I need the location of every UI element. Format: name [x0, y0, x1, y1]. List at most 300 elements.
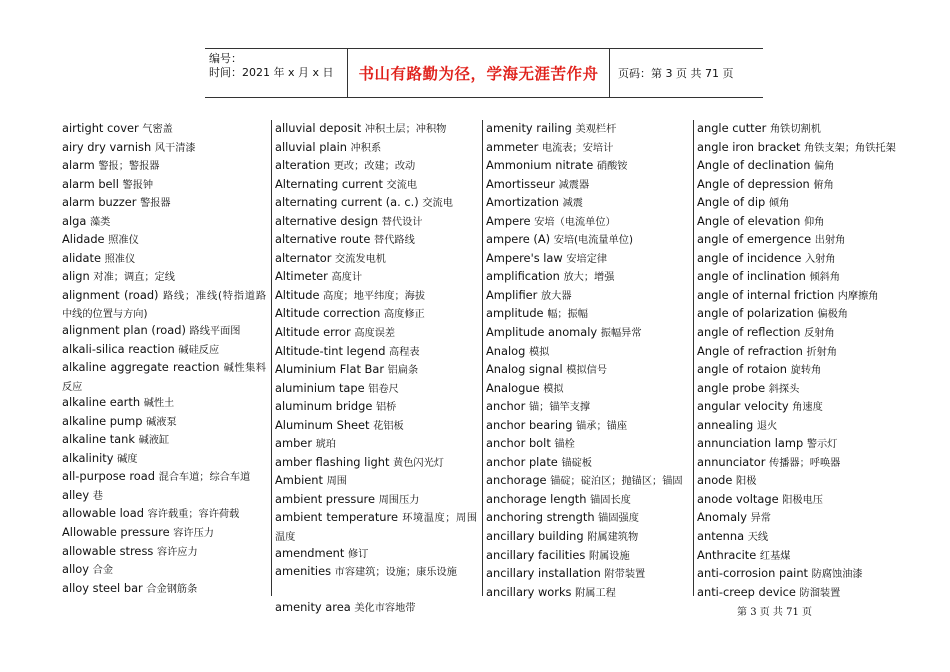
glossary-entry	[486, 157, 688, 176]
term-english: annealing	[697, 417, 754, 432]
term-chinese: 高度；地平纬度；海拔	[323, 290, 426, 302]
term-chinese: 防腐蚀油漆	[811, 569, 863, 581]
glossary-entry	[697, 565, 899, 584]
term-chinese: 碱性土	[143, 398, 175, 410]
term-chinese: 电流表；安培计	[541, 142, 614, 154]
term-chinese: 附属建筑物	[587, 532, 639, 544]
glossary-entry	[62, 213, 266, 232]
term-chinese: 硝酸铵	[596, 161, 628, 173]
term-chinese: 警报钟	[122, 179, 154, 191]
term-chinese: 交流发电机	[335, 253, 386, 265]
term-chinese: 锚固强度	[598, 513, 639, 525]
term-chinese: 斜探头	[768, 383, 800, 395]
term-chinese: 安培定律	[566, 253, 608, 265]
glossary-entry	[486, 120, 688, 139]
term-chinese: 附带装置	[604, 569, 646, 581]
glossary-entry	[486, 176, 688, 195]
term-chinese: 环境温度；周围温度	[275, 513, 477, 544]
glossary-entry	[697, 509, 899, 528]
glossary-entry	[486, 380, 688, 399]
glossary-entry	[486, 268, 688, 287]
term-english: alkaline pump	[62, 413, 143, 428]
term-chinese: 照准仪	[108, 235, 139, 247]
term-chinese: 天线	[747, 532, 769, 544]
term-chinese: 交流电	[422, 198, 453, 210]
term-chinese: 花铝板	[373, 420, 404, 432]
term-english: alidate	[62, 250, 101, 265]
term-english: alluvial plain	[275, 139, 347, 154]
glossary-entry	[275, 491, 477, 510]
term-english: amenities	[275, 564, 332, 579]
term-chinese: 附属设施	[588, 550, 630, 562]
term-english: amendment	[275, 545, 345, 560]
term-chinese: 碱硅反应	[178, 344, 220, 356]
term-chinese: 锚碇；碇泊区；抛锚区；锚固	[550, 476, 683, 488]
term-english: annunciation lamp	[697, 436, 804, 451]
term-english: alkaline earth	[62, 395, 141, 410]
term-chinese: 内摩擦角	[837, 290, 879, 302]
term-chinese: 角铁切割机	[769, 124, 821, 135]
glossary-entry	[697, 157, 899, 176]
term-english: alloy	[62, 562, 90, 577]
term-english: ancillary facilities	[486, 547, 586, 562]
glossary-entry	[275, 139, 477, 158]
glossary-entry	[486, 213, 688, 232]
term-english: angle of rotaion	[697, 362, 788, 377]
term-chinese: 偏极角	[817, 309, 848, 321]
glossary-entry	[62, 580, 266, 599]
glossary-entry	[486, 435, 688, 454]
glossary-entry	[275, 361, 477, 380]
glossary-entry	[697, 139, 899, 158]
glossary-entry	[62, 394, 266, 413]
term-english: anchor	[486, 399, 526, 414]
term-chinese: 锚栓	[554, 439, 575, 451]
glossary-entry	[486, 361, 688, 380]
term-english: anchor plate	[486, 454, 558, 469]
term-chinese: 俯角	[813, 179, 834, 191]
term-english: ancillary building	[486, 529, 584, 544]
term-english: ambient pressure	[275, 491, 375, 506]
term-chinese: 仰角	[803, 216, 825, 228]
term-english: Ambient	[275, 473, 323, 488]
term-chinese: 放大；增强	[563, 272, 615, 284]
glossary-entry	[486, 287, 688, 306]
header-motto: 书山有路勤为径，学海无涯苦作舟	[348, 49, 610, 97]
term-english: alteration	[275, 158, 331, 173]
glossary-entry	[275, 213, 477, 232]
term-english: angle of inclination	[697, 269, 806, 284]
term-chinese: 碱液泵	[146, 416, 177, 428]
glossary-entry	[697, 361, 899, 380]
term-chinese: 振幅异常	[600, 328, 642, 340]
term-chinese: 照准仪	[104, 253, 136, 265]
term-chinese: 高程表	[389, 346, 420, 358]
glossary-entry	[62, 139, 266, 158]
term-english: amplification	[486, 269, 560, 284]
term-chinese: 安培（电流单位）	[534, 216, 616, 228]
term-chinese: 偏角	[814, 161, 835, 173]
glossary-entry	[486, 565, 688, 584]
term-english: Alternating current	[275, 176, 383, 191]
term-english: alley	[62, 487, 90, 502]
term-chinese: 藻类	[89, 216, 111, 228]
term-chinese: 附属工程	[575, 587, 616, 599]
term-english: Amortisseur	[486, 176, 555, 191]
term-english: Analog signal	[486, 362, 563, 377]
term-chinese: 高度计	[331, 272, 363, 284]
term-english: amplitude	[486, 306, 544, 321]
term-english: antenna	[697, 529, 745, 544]
term-chinese: 合金钢筋条	[146, 583, 198, 595]
glossary-entry	[62, 322, 266, 341]
term-english: alternator	[275, 250, 332, 265]
glossary-entry	[697, 250, 899, 269]
term-english: anchorage	[486, 473, 547, 488]
term-chinese: 冲积系	[350, 142, 382, 154]
term-chinese: 模拟	[528, 346, 550, 358]
glossary-entry	[62, 341, 266, 360]
glossary-entry	[62, 268, 266, 287]
page-header	[205, 48, 763, 98]
term-english: aluminum bridge	[275, 399, 373, 414]
term-english: annunciator	[697, 454, 766, 469]
glossary-entry	[275, 398, 477, 417]
glossary-entry	[486, 343, 688, 362]
term-english: anti-corrosion paint	[697, 566, 809, 581]
glossary-entry	[486, 139, 688, 158]
glossary-entry	[62, 359, 266, 394]
glossary-entry	[62, 413, 266, 432]
term-english: Aluminium Flat Bar	[275, 362, 385, 377]
term-english: alga	[62, 213, 87, 228]
term-english: alkalinity	[62, 450, 114, 465]
term-chinese: 交流电	[386, 179, 418, 191]
glossary-entry	[62, 176, 266, 195]
term-chinese: 高度误差	[354, 328, 396, 340]
glossary-entry	[486, 528, 688, 547]
term-english: Altimeter	[275, 269, 328, 284]
term-chinese: 异常	[750, 513, 771, 525]
term-english: airtight cover	[62, 121, 139, 135]
glossary-entry	[486, 194, 688, 213]
glossary-entry	[697, 194, 899, 213]
glossary-entry	[697, 435, 899, 454]
term-english: Angle of dip	[697, 195, 766, 210]
glossary-entry	[486, 250, 688, 269]
glossary-entry	[275, 563, 477, 582]
glossary-entry	[275, 194, 477, 213]
glossary-entry	[697, 398, 899, 417]
header-meta	[205, 49, 348, 97]
term-chinese: 容许压力	[173, 528, 214, 540]
term-english: alluvial deposit	[275, 121, 362, 135]
term-english: anchoring strength	[486, 510, 595, 525]
glossary-entry	[275, 268, 477, 287]
term-english: Anthracite	[697, 547, 757, 562]
glossary-entry	[486, 584, 688, 603]
term-chinese: 锚；锚竿支撑	[528, 402, 591, 414]
term-english: Ampere's law	[486, 250, 563, 265]
term-chinese: 警报；警报器	[98, 161, 160, 173]
term-chinese: 对准；调直；定线	[93, 272, 175, 284]
term-chinese: 气密盖	[142, 124, 173, 135]
term-english: amber	[275, 436, 312, 451]
glossary-entry	[486, 454, 688, 473]
glossary-entry	[275, 287, 477, 306]
term-english: angle of reflection	[697, 325, 801, 340]
glossary-entry	[697, 584, 899, 603]
term-english: angle of internal friction	[697, 287, 835, 302]
term-english: Altitude-tint legend	[275, 343, 386, 358]
glossary-entry	[275, 324, 477, 343]
glossary-entry	[62, 250, 266, 269]
term-english: Amplifier	[486, 287, 538, 302]
glossary-entry	[486, 547, 688, 566]
glossary-entry	[62, 431, 266, 450]
glossary-entry	[275, 417, 477, 436]
term-english: Angle of declination	[697, 158, 811, 173]
glossary-entry	[697, 213, 899, 232]
glossary-entry	[697, 417, 899, 436]
glossary-entry	[62, 450, 266, 469]
term-english: anode voltage	[697, 491, 779, 506]
term-chinese: 锚碇板	[561, 457, 592, 469]
term-english: allowable load	[62, 506, 144, 521]
term-english: Altitude correction	[275, 306, 381, 321]
glossary-entry	[275, 509, 477, 544]
term-english: ancillary works	[486, 584, 572, 599]
term-chinese: 周围	[326, 476, 347, 488]
term-chinese: 幅；振幅	[547, 309, 588, 321]
term-english: Aluminum Sheet	[275, 417, 370, 432]
glossary-entry	[697, 324, 899, 343]
glossary-entry	[275, 472, 477, 491]
term-chinese: 锚固长度	[590, 494, 631, 506]
term-chinese: 红基煤	[759, 550, 791, 562]
glossary-entry	[486, 472, 688, 491]
term-english: aluminium tape	[275, 380, 365, 395]
term-chinese: 铝扁条	[387, 365, 419, 377]
term-english: Ampere	[486, 213, 531, 228]
glossary-entry	[62, 287, 266, 322]
glossary-entry	[62, 561, 266, 580]
glossary-entry	[62, 524, 266, 543]
page-footer: 第 3 页 共 71 页	[737, 607, 812, 618]
term-chinese: 黄色闪光灯	[393, 457, 444, 469]
term-english: airy dry varnish	[62, 139, 152, 154]
glossary-column-3	[482, 120, 688, 599]
term-english: Allowable pressure	[62, 525, 170, 540]
term-chinese: 冲积土层；冲积物	[364, 124, 447, 135]
glossary-entry	[697, 287, 899, 306]
term-chinese: 琥珀	[315, 439, 336, 451]
term-english: angular velocity	[697, 399, 789, 414]
term-english: angle of incidence	[697, 250, 802, 265]
header-serial-label: 编号：	[209, 52, 242, 65]
glossary-entry	[62, 120, 266, 139]
term-chinese: 反射角	[804, 328, 835, 340]
term-english: align	[62, 269, 90, 284]
term-english: ambient temperature	[275, 510, 398, 525]
term-english: alternating current (a. c.)	[275, 195, 419, 210]
term-chinese: 美观栏杆	[575, 124, 617, 135]
term-english: Analog	[486, 343, 526, 358]
term-chinese: 倾角	[768, 198, 790, 210]
glossary-entry	[275, 454, 477, 473]
term-chinese: 入射角	[805, 253, 836, 265]
glossary-entry	[275, 231, 477, 250]
term-chinese: 修订	[347, 548, 369, 560]
term-chinese: 旋转角	[790, 365, 822, 377]
term-english: ancillary installation	[486, 566, 601, 581]
term-english: alkaline aggregate reaction	[62, 360, 220, 375]
term-english: alternative design	[275, 213, 379, 228]
term-chinese: 警示灯	[806, 439, 838, 451]
glossary-entry	[275, 250, 477, 269]
glossary-entry	[697, 231, 899, 250]
term-english: amenity area	[275, 600, 351, 615]
term-chinese: 巷	[92, 490, 103, 502]
term-english: anode	[697, 473, 733, 488]
glossary-entry	[697, 491, 899, 510]
glossary-column-4	[693, 120, 899, 599]
glossary-entry	[486, 305, 688, 324]
glossary-entry	[697, 454, 899, 473]
glossary-entry	[486, 491, 688, 510]
glossary-entry	[62, 157, 266, 176]
glossary-entry	[275, 599, 477, 618]
term-chinese: 倾斜角	[809, 272, 841, 284]
term-english: Anomaly	[697, 510, 747, 525]
glossary-entry	[697, 547, 899, 566]
header-page-number: 页码：第 3 页 共 71 页	[618, 67, 734, 80]
term-english: alternative route	[275, 232, 371, 247]
term-english: Amortization	[486, 195, 559, 210]
term-english: angle cutter	[697, 121, 767, 135]
term-english: Angle of refraction	[697, 343, 803, 358]
term-english: all-purpose road	[62, 469, 155, 484]
term-chinese: 路线；准线(特指道路中线的位置与方向)	[62, 290, 266, 321]
glossary-entry	[486, 324, 688, 343]
term-chinese: 减震	[562, 198, 583, 210]
glossary-entry	[275, 435, 477, 454]
term-english: alarm	[62, 158, 95, 173]
glossary-entry	[275, 380, 477, 399]
term-chinese: 合金	[92, 565, 114, 577]
glossary-entry	[697, 380, 899, 399]
term-chinese: 减震器	[558, 179, 590, 191]
term-english: Analogue	[486, 380, 540, 395]
glossary-entry	[275, 343, 477, 362]
term-english: Angle of depression	[697, 176, 810, 191]
term-english: alloy steel bar	[62, 580, 143, 595]
glossary-entry	[62, 468, 266, 487]
term-chinese: 更改；改建；改动	[333, 161, 416, 173]
term-chinese: 容许应力	[156, 546, 198, 558]
term-chinese: 放大器	[540, 290, 572, 302]
term-chinese: 出射角	[814, 235, 846, 247]
glossary-entry	[62, 231, 266, 250]
term-chinese: 市容建筑；设施；康乐设施	[334, 567, 457, 579]
term-chinese: 折射角	[806, 346, 838, 358]
term-english: anchor bearing	[486, 417, 573, 432]
glossary-entry	[62, 505, 266, 524]
term-chinese: 角速度	[792, 402, 823, 414]
term-chinese: 碱度	[117, 453, 138, 465]
term-chinese: 混合车道；综合车道	[158, 472, 251, 484]
glossary-entry	[275, 176, 477, 195]
glossary-entry	[275, 120, 477, 139]
term-chinese: 高度修正	[384, 309, 425, 321]
term-english: angle of polarization	[697, 306, 814, 321]
term-chinese: 路线平面图	[189, 326, 241, 338]
term-chinese: 防溜装置	[799, 587, 841, 599]
term-english: Angle of elevation	[697, 213, 801, 228]
glossary-entry	[697, 528, 899, 547]
term-english: amenity railing	[486, 121, 572, 135]
glossary-entry	[62, 194, 266, 213]
term-chinese: 美化市容地带	[354, 603, 416, 615]
term-chinese: 角铁支架；角铁托架	[804, 142, 896, 154]
term-chinese: 阳极电压	[782, 494, 823, 506]
glossary-entry	[697, 120, 899, 139]
term-chinese: 模拟信号	[566, 365, 608, 377]
term-english: alignment plan (road)	[62, 323, 186, 338]
glossary-entry	[62, 543, 266, 562]
term-chinese: 风干清漆	[154, 142, 196, 154]
glossary-entry	[697, 176, 899, 195]
glossary-entry	[486, 231, 688, 250]
term-chinese: 替代路线	[374, 235, 415, 247]
glossary-entry	[486, 509, 688, 528]
glossary-entry	[697, 472, 899, 491]
term-chinese: 阳极	[736, 476, 757, 488]
term-english: alkaline tank	[62, 432, 135, 447]
term-english: alarm buzzer	[62, 195, 137, 210]
term-english: alkali-silica reaction	[62, 341, 175, 356]
term-chinese: 退火	[756, 420, 778, 432]
glossary-column-1	[60, 120, 266, 596]
term-english: angle probe	[697, 380, 766, 395]
term-english: angle iron bracket	[697, 139, 801, 154]
term-english: Alidade	[62, 232, 105, 247]
glossary-entry	[275, 157, 477, 176]
term-english: Altitude	[275, 287, 320, 302]
term-english: anti-creep device	[697, 584, 796, 599]
glossary-entry	[486, 398, 688, 417]
term-english: angle of emergence	[697, 232, 812, 247]
glossary-entry	[697, 343, 899, 362]
term-chinese: 碱液缸	[138, 435, 170, 447]
term-chinese: 周围压力	[378, 494, 420, 506]
term-chinese: 铝卷尺	[368, 383, 399, 395]
glossary-entry	[62, 487, 266, 506]
term-chinese: 碱性集料反应	[62, 363, 266, 393]
glossary-entry	[697, 305, 899, 324]
term-chinese: 模拟	[543, 383, 564, 395]
term-english: amber flashing light	[275, 454, 390, 469]
term-english: Amplitude anomaly	[486, 325, 598, 340]
term-english: ampere (A)	[486, 232, 551, 247]
term-english: anchor bolt	[486, 436, 551, 451]
term-chinese: 替代设计	[381, 216, 423, 228]
term-english: ammeter	[486, 139, 539, 154]
glossary-entry	[275, 545, 477, 564]
header-date: 时间：2021 年 x 月 x 日	[209, 66, 334, 79]
glossary-entry	[275, 305, 477, 324]
glossary-column-2	[271, 120, 477, 615]
